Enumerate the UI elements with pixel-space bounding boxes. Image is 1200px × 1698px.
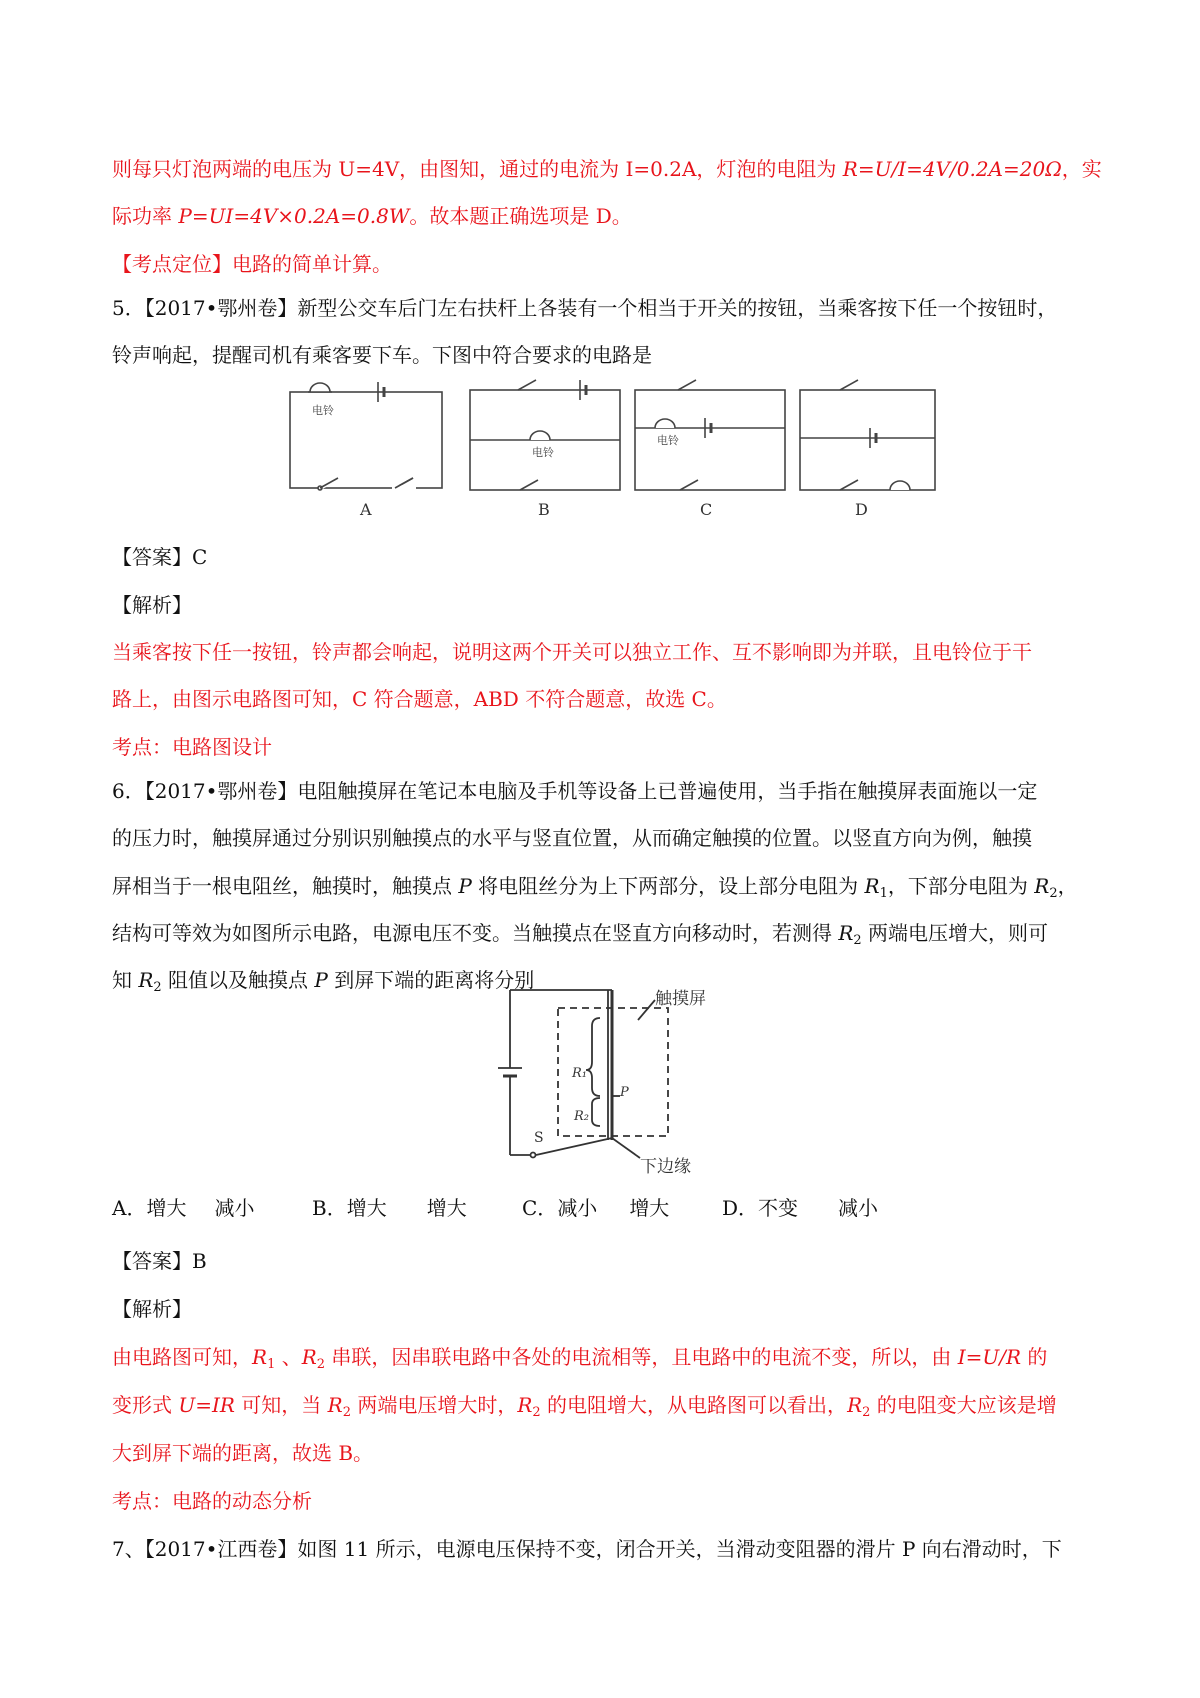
q6-stem-line5 — [112, 966, 534, 1002]
q6-option-a — [112, 1194, 254, 1222]
var-p: P — [458, 874, 472, 898]
q5-stem-line2: 铃声响起，提醒司机有乘客要下车。下图中符合要求的电路是 — [112, 343, 652, 367]
option-letter: B． — [312, 1196, 347, 1220]
var-r: R — [838, 921, 854, 945]
var-r: R — [1034, 874, 1050, 898]
text: 、 — [275, 1345, 302, 1369]
sub: 2 — [153, 980, 162, 995]
text: ，下部分电阻为 — [887, 874, 1035, 898]
sub: 1 — [267, 1357, 276, 1372]
var-r: R — [138, 968, 154, 992]
q6-option-d — [722, 1194, 878, 1222]
q5-circuit-figure — [280, 370, 940, 520]
q6-stem-line4 — [112, 919, 1048, 955]
option-letter: D． — [722, 1196, 759, 1220]
sub: 2 — [862, 1405, 871, 1420]
sub: 2 — [853, 933, 862, 948]
option-label-a: A — [360, 500, 372, 519]
q6-option-b — [312, 1194, 467, 1222]
text: 际功率 — [112, 204, 179, 228]
sub: 2 — [316, 1357, 326, 1372]
formula: P=UI=4V×0.2A=0.8W — [178, 204, 410, 228]
option-letter: C． — [522, 1196, 558, 1220]
var-r: R — [327, 1393, 343, 1417]
sub: 2 — [342, 1405, 351, 1420]
var-r: R — [517, 1393, 533, 1417]
option-b-value: 减小 — [838, 1196, 879, 1220]
text: 到屏下端的距离将分别 — [327, 968, 535, 992]
r2-label: R₂ — [574, 1109, 589, 1124]
text: 知 — [112, 968, 139, 992]
circuit-b — [470, 380, 620, 490]
option-a-value: 不变 — [758, 1196, 799, 1220]
sub: 2 — [1049, 886, 1058, 901]
text: 则每只灯泡两端的电压为 U=4V，由图知，通过的电流为 I=0.2A，灯泡的电阻为 — [112, 157, 843, 181]
text: 的 — [1021, 1345, 1048, 1369]
option-letter: A． — [112, 1196, 147, 1220]
option-a-value: 增大 — [346, 1196, 387, 1220]
q6-analysis-line1 — [112, 1343, 1047, 1379]
text: 可知，当 — [234, 1393, 328, 1417]
option-label-c: C — [700, 500, 713, 519]
q4-analysis-line1 — [112, 155, 1102, 183]
option-label-d: D — [855, 500, 868, 519]
sub: 1 — [879, 886, 888, 901]
q6-circuit-figure — [490, 980, 750, 1180]
option-a-value: 减小 — [557, 1196, 598, 1220]
q6-kaodian: 考点：电路的动态分析 — [112, 1489, 312, 1513]
text: 的电阻变大应该是增 — [870, 1393, 1057, 1417]
s-label: S — [534, 1130, 544, 1146]
text: 两端电压增大，则可 — [861, 921, 1049, 945]
text: 。故本题正确选项是 D。 — [409, 204, 632, 228]
q6-option-c — [522, 1194, 669, 1222]
r1-label: R₁ — [572, 1066, 587, 1081]
circuit-a — [290, 382, 442, 491]
text: 两端电压增大时， — [351, 1393, 518, 1417]
q5-analysis-head: 【解析】 — [112, 593, 192, 617]
option-b-value: 减小 — [214, 1196, 255, 1220]
option-b-value: 增大 — [426, 1196, 467, 1220]
option-b-value: 增大 — [629, 1196, 670, 1220]
var-r: R — [847, 1393, 863, 1417]
p-label: P — [620, 1085, 629, 1100]
option-label-b: B — [538, 500, 550, 519]
text: 串联，因串联电路中各处的电流相等，且电路中的电流不变，所以，由 — [325, 1345, 958, 1369]
q7-stem-line1: 7、【2017•江西卷】如图 11 所示，电源电压保持不变，闭合开关，当滑动变阻器的滑片 P 向右滑动时，下 — [112, 1537, 1062, 1561]
edge-label: 下边缘 — [640, 1157, 691, 1177]
bell-label-b: 电铃 — [532, 446, 554, 459]
formula: I=U/R — [957, 1345, 1022, 1369]
text: 结构可等效为如图所示电路，电源电压不变。当触摸点在竖直方向移动时，若测得 — [112, 921, 839, 945]
q5-analysis-line2: 路上，由图示电路图可知，C 符合题意，ABD 不符合题意，故选 C。 — [112, 687, 727, 711]
q6-stem-line1: 6．【2017•鄂州卷】电阻触摸屏在笔记本电脑及手机等设备上已普遍使用，当手指在触摸屏表面施以一定 — [112, 779, 1038, 803]
text: ，实 — [1061, 157, 1102, 181]
formula: R=U/I=4V/0.2A=20Ω — [842, 157, 1062, 181]
q4-kaodian: 【考点定位】电路的简单计算。 — [112, 252, 392, 276]
text: 阻值以及触摸点 — [161, 968, 315, 992]
text: ， — [1057, 874, 1078, 898]
q4-analysis-line2 — [112, 202, 632, 230]
var-p: P — [314, 968, 328, 992]
var-r: R — [301, 1345, 317, 1369]
q6-stem-line2: 的压力时，触摸屏通过分别识别触摸点的水平与竖直位置，从而确定触摸的位置。以竖直方向为例，触摸 — [112, 826, 1032, 850]
q6-analysis-head: 【解析】 — [112, 1297, 192, 1321]
q5-answer: 【答案】C — [112, 545, 208, 569]
q5-stem-line1: 5．【2017•鄂州卷】新型公交车后门左右扶杆上各装有一个相当于开关的按钮，当乘客按下任一个按钮时， — [112, 296, 1058, 320]
formula: U=IR — [178, 1393, 235, 1417]
text: 由电路图可知， — [112, 1345, 252, 1369]
screen-label: 触摸屏 — [655, 989, 706, 1009]
var-r: R — [252, 1345, 268, 1369]
text: 将电阻丝分为上下两部分，设上部分电阻为 — [471, 874, 865, 898]
q6-analysis-line2 — [112, 1391, 1057, 1427]
option-a-value: 增大 — [146, 1196, 187, 1220]
bell-label-c: 电铃 — [657, 434, 679, 447]
q6-answer: 【答案】B — [112, 1249, 207, 1273]
q6-analysis-line3: 大到屏下端的距离，故选 B。 — [112, 1441, 374, 1465]
q5-kaodian: 考点：电路图设计 — [112, 735, 272, 759]
circuit-d — [800, 380, 935, 490]
q6-stem-line3 — [112, 872, 1078, 908]
sub: 2 — [532, 1405, 541, 1420]
text: 变形式 — [112, 1393, 179, 1417]
var-r: R — [864, 874, 880, 898]
q5-analysis-line1: 当乘客按下任一按钮，铃声都会响起，说明这两个开关可以独立工作、互不影响即为并联，且电铃位于干 — [112, 640, 1032, 664]
text: 屏相当于一根电阻丝，触摸时，触摸点 — [112, 874, 459, 898]
bell-label-a: 电铃 — [312, 404, 334, 417]
text: 的电阻增大，从电路图可以看出， — [540, 1393, 848, 1417]
